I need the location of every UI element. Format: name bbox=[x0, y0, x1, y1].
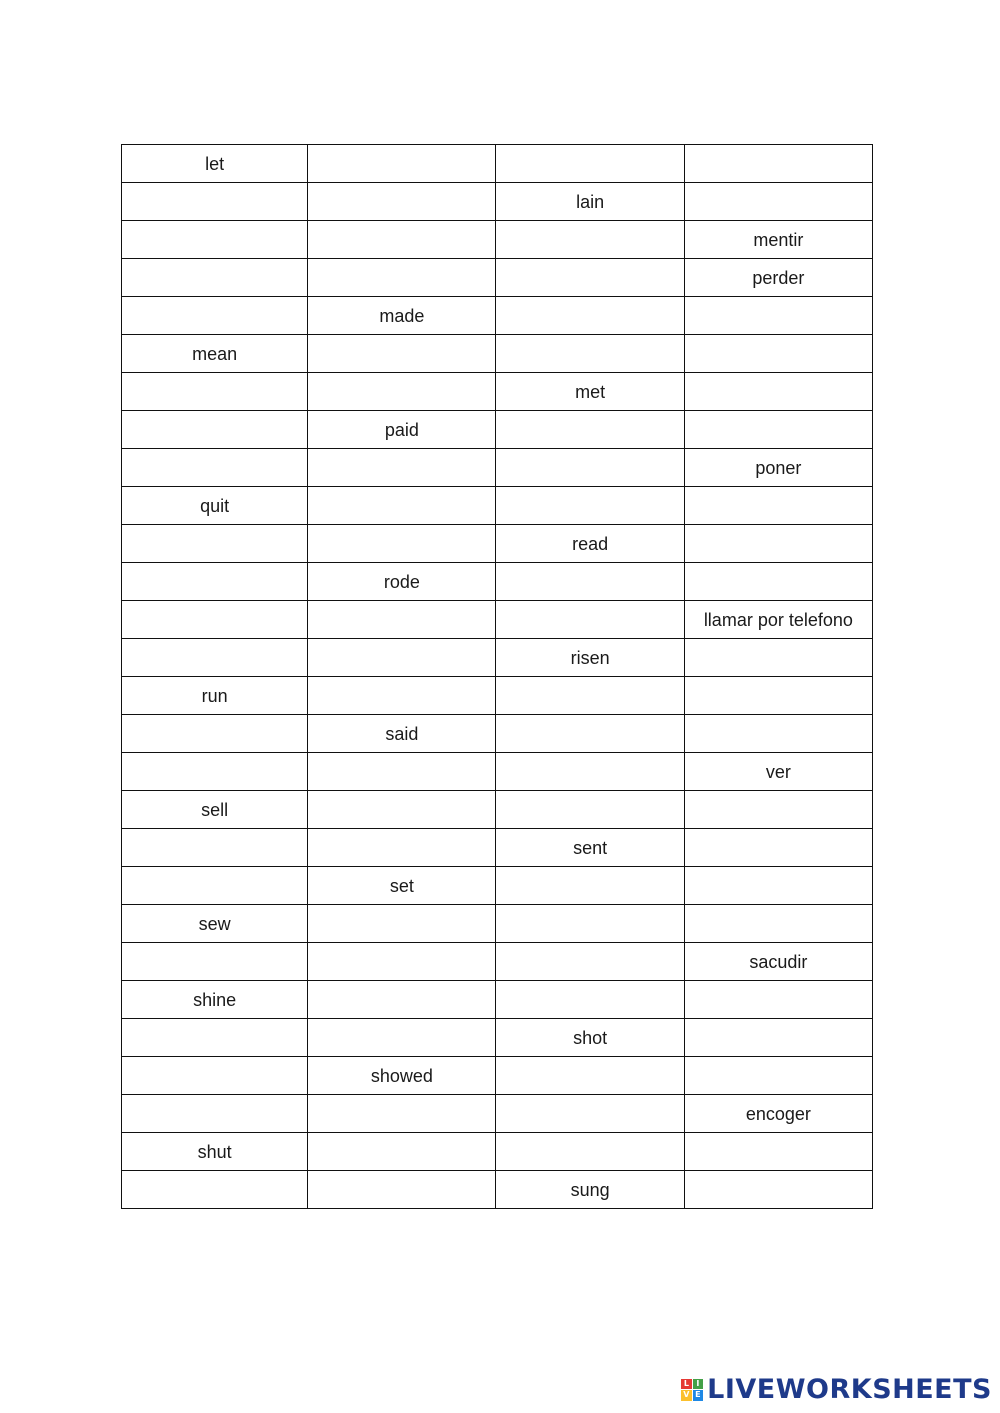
answer-input[interactable] bbox=[685, 791, 872, 828]
worksheet-row bbox=[122, 411, 873, 449]
given-word-cell bbox=[308, 715, 496, 753]
answer-cell bbox=[122, 1171, 308, 1209]
answer-input[interactable] bbox=[308, 829, 495, 866]
answer-input[interactable] bbox=[308, 639, 495, 676]
answer-input[interactable] bbox=[122, 1171, 307, 1208]
worksheet-row bbox=[122, 753, 873, 791]
worksheet-row bbox=[122, 221, 873, 259]
answer-cell bbox=[684, 145, 872, 183]
given-word-cell bbox=[122, 981, 308, 1019]
worksheet-row bbox=[122, 373, 873, 411]
answer-cell bbox=[496, 221, 684, 259]
given-word-cell bbox=[496, 829, 684, 867]
given-word-cell bbox=[496, 639, 684, 677]
liveworksheets-logo bbox=[681, 1374, 992, 1405]
worksheet-row bbox=[122, 791, 873, 829]
answer-input[interactable] bbox=[496, 297, 683, 334]
answer-input[interactable] bbox=[308, 601, 495, 638]
answer-input[interactable] bbox=[122, 449, 307, 486]
answer-input[interactable] bbox=[308, 1019, 495, 1056]
answer-cell bbox=[122, 411, 308, 449]
worksheet-row bbox=[122, 563, 873, 601]
given-word: lain bbox=[576, 191, 605, 212]
answer-input[interactable] bbox=[122, 639, 307, 676]
given-word-cell bbox=[684, 601, 872, 639]
answer-cell bbox=[308, 221, 496, 259]
given-word-cell bbox=[122, 1133, 308, 1171]
liveworksheets-logo-text: LIVEWORKSHEETS bbox=[707, 1374, 992, 1405]
given-word: let bbox=[205, 153, 225, 174]
answer-input[interactable] bbox=[308, 145, 495, 182]
answer-cell bbox=[684, 677, 872, 715]
given-word-cell bbox=[684, 1095, 872, 1133]
answer-input[interactable] bbox=[308, 525, 495, 562]
answer-cell bbox=[308, 1133, 496, 1171]
answer-input[interactable] bbox=[496, 259, 683, 296]
answer-input[interactable] bbox=[496, 677, 683, 714]
answer-cell bbox=[496, 601, 684, 639]
answer-cell bbox=[308, 639, 496, 677]
answer-cell bbox=[684, 525, 872, 563]
given-word: paid bbox=[384, 419, 419, 440]
answer-input[interactable] bbox=[496, 753, 683, 790]
answer-cell bbox=[122, 297, 308, 335]
given-word: shine bbox=[193, 989, 237, 1010]
answer-cell bbox=[122, 259, 308, 297]
given-word: showed bbox=[370, 1065, 433, 1086]
answer-input[interactable] bbox=[308, 1133, 495, 1170]
given-word: ver bbox=[765, 761, 791, 782]
given-word-cell bbox=[122, 677, 308, 715]
liveworksheets-logo-icon bbox=[681, 1379, 703, 1401]
worksheet-row bbox=[122, 1095, 873, 1133]
answer-input[interactable] bbox=[496, 867, 683, 904]
answer-cell bbox=[122, 373, 308, 411]
answer-cell bbox=[684, 1057, 872, 1095]
answer-cell bbox=[308, 259, 496, 297]
answer-input[interactable] bbox=[685, 639, 872, 676]
given-word: llamar por telefono bbox=[703, 609, 853, 630]
answer-input[interactable] bbox=[496, 449, 683, 486]
answer-input[interactable] bbox=[308, 487, 495, 524]
answer-input[interactable] bbox=[685, 335, 872, 372]
answer-input[interactable] bbox=[685, 1171, 872, 1208]
answer-cell bbox=[122, 829, 308, 867]
answer-cell bbox=[496, 1057, 684, 1095]
answer-cell bbox=[496, 259, 684, 297]
answer-cell bbox=[684, 867, 872, 905]
answer-cell bbox=[496, 1095, 684, 1133]
answer-cell bbox=[122, 639, 308, 677]
answer-input[interactable] bbox=[496, 335, 683, 372]
answer-input[interactable] bbox=[685, 183, 872, 220]
answer-cell bbox=[122, 715, 308, 753]
answer-cell bbox=[496, 791, 684, 829]
answer-input[interactable] bbox=[496, 487, 683, 524]
answer-input[interactable] bbox=[122, 1057, 307, 1094]
answer-cell bbox=[122, 563, 308, 601]
answer-input[interactable] bbox=[496, 145, 683, 182]
answer-cell bbox=[496, 943, 684, 981]
answer-input[interactable] bbox=[685, 1019, 872, 1056]
answer-input[interactable] bbox=[685, 715, 872, 752]
given-word-cell bbox=[122, 145, 308, 183]
given-word-cell bbox=[308, 867, 496, 905]
answer-cell bbox=[496, 563, 684, 601]
worksheet-row bbox=[122, 297, 873, 335]
answer-cell bbox=[684, 905, 872, 943]
worksheet-row bbox=[122, 487, 873, 525]
answer-cell bbox=[496, 1133, 684, 1171]
worksheet-row bbox=[122, 829, 873, 867]
given-word: mentir bbox=[753, 229, 804, 250]
given-word-cell bbox=[684, 259, 872, 297]
answer-cell bbox=[684, 335, 872, 373]
worksheet-row bbox=[122, 1171, 873, 1209]
given-word-cell bbox=[308, 297, 496, 335]
answer-cell bbox=[496, 905, 684, 943]
answer-cell bbox=[122, 867, 308, 905]
answer-cell bbox=[122, 753, 308, 791]
answer-cell bbox=[684, 715, 872, 753]
answer-input[interactable] bbox=[685, 829, 872, 866]
logo-icon-square: L bbox=[681, 1379, 692, 1390]
answer-cell bbox=[496, 715, 684, 753]
answer-cell bbox=[122, 525, 308, 563]
given-word: made bbox=[379, 305, 425, 326]
answer-input[interactable] bbox=[122, 563, 307, 600]
answer-input[interactable] bbox=[496, 981, 683, 1018]
worksheet-row bbox=[122, 335, 873, 373]
given-word: sell bbox=[201, 799, 229, 820]
answer-input[interactable] bbox=[496, 601, 683, 638]
answer-cell bbox=[308, 373, 496, 411]
answer-input[interactable] bbox=[308, 373, 495, 410]
answer-input[interactable] bbox=[308, 981, 495, 1018]
given-word-cell bbox=[684, 221, 872, 259]
answer-cell bbox=[496, 411, 684, 449]
given-word-cell bbox=[684, 943, 872, 981]
answer-cell bbox=[684, 373, 872, 411]
worksheet-row bbox=[122, 449, 873, 487]
worksheet-row bbox=[122, 525, 873, 563]
answer-input[interactable] bbox=[685, 1133, 872, 1170]
answer-cell bbox=[684, 411, 872, 449]
answer-cell bbox=[684, 981, 872, 1019]
answer-cell bbox=[496, 297, 684, 335]
answer-cell bbox=[308, 791, 496, 829]
answer-input[interactable] bbox=[122, 297, 307, 334]
given-word-cell bbox=[308, 1057, 496, 1095]
answer-input[interactable] bbox=[685, 525, 872, 562]
answer-cell bbox=[308, 829, 496, 867]
given-word: run bbox=[201, 685, 228, 706]
answer-cell bbox=[122, 1019, 308, 1057]
given-word-cell bbox=[496, 525, 684, 563]
given-word: said bbox=[385, 723, 419, 744]
given-word-cell bbox=[122, 905, 308, 943]
answer-cell bbox=[308, 753, 496, 791]
answer-input[interactable] bbox=[122, 373, 307, 410]
worksheet-row bbox=[122, 259, 873, 297]
answer-cell bbox=[684, 563, 872, 601]
given-word: shut bbox=[197, 1141, 232, 1162]
answer-cell bbox=[122, 601, 308, 639]
answer-input[interactable] bbox=[308, 677, 495, 714]
answer-cell bbox=[496, 145, 684, 183]
answer-cell bbox=[684, 1133, 872, 1171]
given-word: met bbox=[575, 381, 606, 402]
answer-input[interactable] bbox=[122, 753, 307, 790]
answer-cell bbox=[308, 905, 496, 943]
answer-input[interactable] bbox=[122, 1019, 307, 1056]
answer-input[interactable] bbox=[685, 487, 872, 524]
answer-cell bbox=[308, 335, 496, 373]
answer-input[interactable] bbox=[122, 525, 307, 562]
worksheet-row bbox=[122, 677, 873, 715]
given-word: mean bbox=[192, 343, 238, 364]
given-word-cell bbox=[496, 183, 684, 221]
given-word-cell bbox=[122, 335, 308, 373]
answer-cell bbox=[496, 753, 684, 791]
answer-input[interactable] bbox=[308, 1171, 495, 1208]
answer-cell bbox=[684, 297, 872, 335]
answer-cell bbox=[684, 639, 872, 677]
answer-input[interactable] bbox=[496, 943, 683, 980]
worksheet-row bbox=[122, 639, 873, 677]
answer-input[interactable] bbox=[496, 791, 683, 828]
answer-input[interactable] bbox=[685, 905, 872, 942]
given-word: encoger bbox=[745, 1103, 811, 1124]
worksheet-row bbox=[122, 981, 873, 1019]
worksheet-row bbox=[122, 183, 873, 221]
answer-input[interactable] bbox=[496, 715, 683, 752]
verb-worksheet-table bbox=[121, 144, 873, 1209]
answer-input[interactable] bbox=[122, 829, 307, 866]
answer-cell bbox=[308, 449, 496, 487]
given-word: risen bbox=[570, 647, 610, 668]
answer-input[interactable] bbox=[308, 943, 495, 980]
answer-input[interactable] bbox=[685, 373, 872, 410]
worksheet-row bbox=[122, 943, 873, 981]
answer-input[interactable] bbox=[685, 867, 872, 904]
answer-input[interactable] bbox=[308, 221, 495, 258]
answer-input[interactable] bbox=[122, 601, 307, 638]
answer-cell bbox=[308, 677, 496, 715]
answer-input[interactable] bbox=[685, 563, 872, 600]
given-word-cell bbox=[308, 563, 496, 601]
given-word: quit bbox=[200, 495, 230, 516]
answer-cell bbox=[308, 601, 496, 639]
answer-input[interactable] bbox=[122, 715, 307, 752]
answer-input[interactable] bbox=[685, 1057, 872, 1094]
answer-cell bbox=[122, 1057, 308, 1095]
worksheet-row bbox=[122, 867, 873, 905]
answer-cell bbox=[122, 183, 308, 221]
given-word: sent bbox=[573, 837, 608, 858]
worksheet-row bbox=[122, 905, 873, 943]
given-word: read bbox=[572, 533, 609, 554]
answer-cell bbox=[308, 1019, 496, 1057]
given-word: perder bbox=[752, 267, 805, 288]
answer-input[interactable] bbox=[685, 297, 872, 334]
answer-input[interactable] bbox=[496, 411, 683, 448]
answer-cell bbox=[308, 487, 496, 525]
answer-input[interactable] bbox=[122, 183, 307, 220]
answer-cell bbox=[308, 1171, 496, 1209]
given-word: set bbox=[389, 875, 414, 896]
logo-icon-square: E bbox=[693, 1390, 704, 1401]
answer-cell bbox=[496, 487, 684, 525]
answer-input[interactable] bbox=[122, 867, 307, 904]
answer-input[interactable] bbox=[122, 259, 307, 296]
answer-input[interactable] bbox=[496, 905, 683, 942]
worksheet-row bbox=[122, 1019, 873, 1057]
given-word: poner bbox=[755, 457, 802, 478]
worksheet-row bbox=[122, 1133, 873, 1171]
answer-cell bbox=[308, 525, 496, 563]
given-word: sew bbox=[198, 913, 231, 934]
worksheet-row bbox=[122, 601, 873, 639]
answer-input[interactable] bbox=[496, 1095, 683, 1132]
given-word-cell bbox=[684, 449, 872, 487]
answer-input[interactable] bbox=[308, 753, 495, 790]
answer-input[interactable] bbox=[308, 905, 495, 942]
answer-cell bbox=[496, 335, 684, 373]
answer-cell bbox=[496, 981, 684, 1019]
worksheet-row bbox=[122, 145, 873, 183]
answer-input[interactable] bbox=[122, 1095, 307, 1132]
logo-icon-square: V bbox=[681, 1390, 692, 1401]
given-word-cell bbox=[122, 791, 308, 829]
answer-input[interactable] bbox=[308, 335, 495, 372]
logo-icon-square: I bbox=[693, 1379, 704, 1390]
answer-input[interactable] bbox=[496, 221, 683, 258]
given-word: rode bbox=[383, 571, 420, 592]
answer-cell bbox=[684, 1019, 872, 1057]
answer-input[interactable] bbox=[496, 563, 683, 600]
answer-cell bbox=[496, 677, 684, 715]
answer-cell bbox=[122, 449, 308, 487]
given-word-cell bbox=[496, 1019, 684, 1057]
answer-input[interactable] bbox=[308, 791, 495, 828]
answer-input[interactable] bbox=[122, 221, 307, 258]
answer-input[interactable] bbox=[685, 411, 872, 448]
answer-cell bbox=[308, 1095, 496, 1133]
given-word: shot bbox=[573, 1027, 608, 1048]
given-word: sung bbox=[570, 1179, 610, 1200]
answer-input[interactable] bbox=[685, 981, 872, 1018]
answer-input[interactable] bbox=[496, 1133, 683, 1170]
answer-input[interactable] bbox=[685, 677, 872, 714]
answer-cell bbox=[308, 943, 496, 981]
given-word-cell bbox=[308, 411, 496, 449]
answer-cell bbox=[308, 183, 496, 221]
answer-cell bbox=[496, 449, 684, 487]
answer-cell bbox=[122, 943, 308, 981]
given-word: sacudir bbox=[749, 951, 808, 972]
answer-input[interactable] bbox=[122, 411, 307, 448]
answer-cell bbox=[684, 183, 872, 221]
answer-input[interactable] bbox=[308, 449, 495, 486]
answer-input[interactable] bbox=[685, 145, 872, 182]
answer-input[interactable] bbox=[308, 1095, 495, 1132]
worksheet-row bbox=[122, 1057, 873, 1095]
given-word-cell bbox=[496, 373, 684, 411]
answer-cell bbox=[308, 145, 496, 183]
answer-cell bbox=[496, 867, 684, 905]
given-word-cell bbox=[496, 1171, 684, 1209]
answer-cell bbox=[308, 981, 496, 1019]
worksheet-body bbox=[122, 145, 873, 1209]
answer-input[interactable] bbox=[308, 183, 495, 220]
worksheet-row bbox=[122, 715, 873, 753]
answer-input[interactable] bbox=[496, 1057, 683, 1094]
given-word-cell bbox=[684, 753, 872, 791]
answer-cell bbox=[684, 829, 872, 867]
answer-cell bbox=[122, 221, 308, 259]
answer-cell bbox=[122, 1095, 308, 1133]
answer-input[interactable] bbox=[122, 943, 307, 980]
given-word-cell bbox=[122, 487, 308, 525]
answer-cell bbox=[684, 791, 872, 829]
answer-cell bbox=[684, 1171, 872, 1209]
answer-cell bbox=[684, 487, 872, 525]
answer-input[interactable] bbox=[308, 259, 495, 296]
